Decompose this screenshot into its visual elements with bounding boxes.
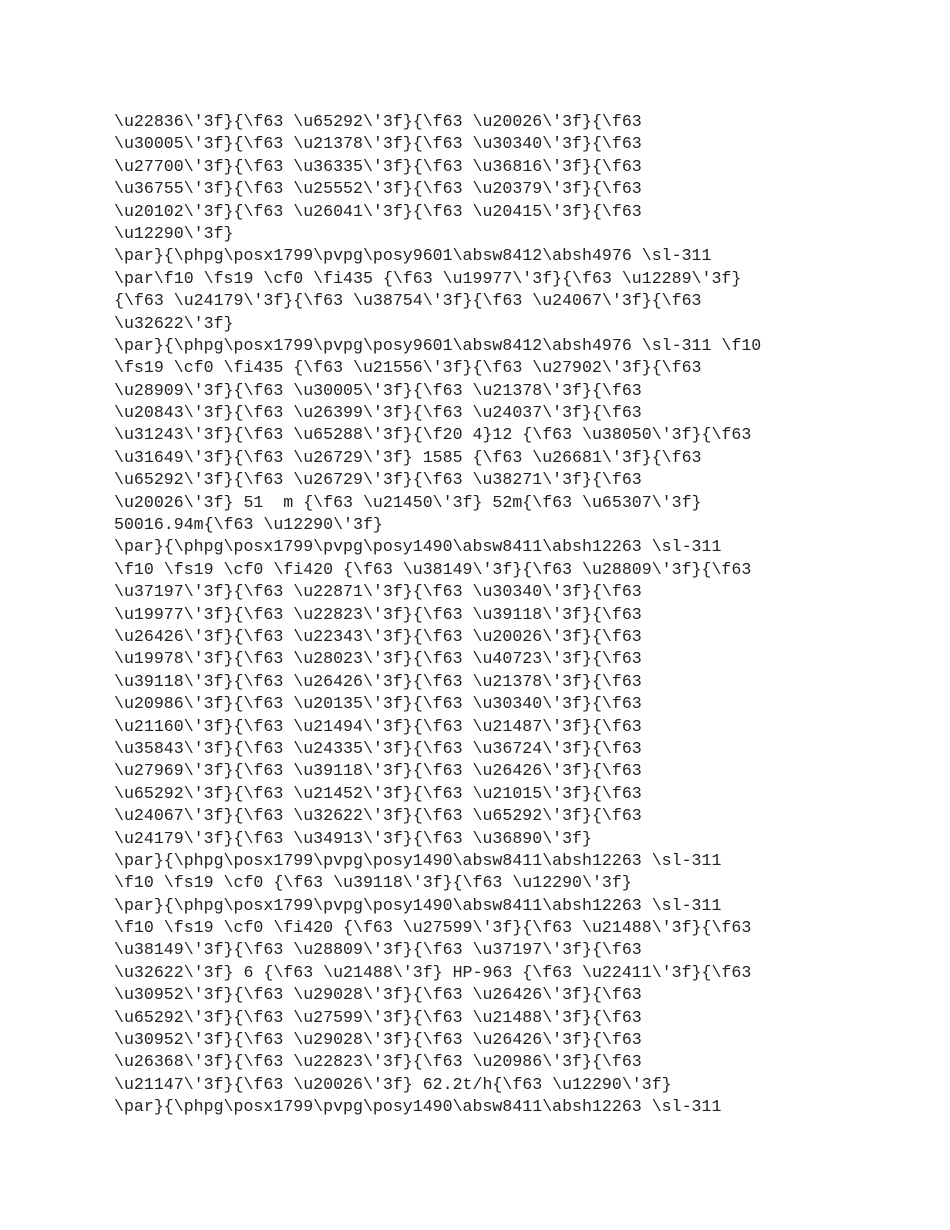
text-line: \u20986\'3f}{\f63 \u20135\'3f}{\f63 \u30340\'3f}{\f63: [114, 694, 642, 714]
text-line: \par}{\phpg\posx1799\pvpg\posy1490\absw8411\absh12263 \sl-311: [114, 537, 722, 557]
text-line: \par}{\phpg\posx1799\pvpg\posy9601\absw8412\absh4976 \sl-311: [114, 246, 712, 266]
text-line: \u27969\'3f}{\f63 \u39118\'3f}{\f63 \u26426\'3f}{\f63: [114, 761, 642, 781]
text-line: \par}{\phpg\posx1799\pvpg\posy1490\absw8411\absh12263 \sl-311: [114, 895, 722, 915]
text-line: \u37197\'3f}{\f63 \u22871\'3f}{\f63 \u30340\'3f}{\f63: [114, 582, 642, 602]
text-line: \u27700\'3f}{\f63 \u36335\'3f}{\f63 \u36816\'3f}{\f63: [114, 156, 642, 176]
text-line: \u20102\'3f}{\f63 \u26041\'3f}{\f63 \u20415\'3f}{\f63: [114, 201, 642, 221]
text-line: \par}{\phpg\posx1799\pvpg\posy1490\absw8411\absh12263 \sl-311: [114, 1097, 722, 1117]
text-line: \u30952\'3f}{\f63 \u29028\'3f}{\f63 \u26426\'3f}{\f63: [114, 985, 642, 1005]
text-line: \u65292\'3f}{\f63 \u26729\'3f}{\f63 \u38271\'3f}{\f63: [114, 470, 642, 490]
text-line: \u30952\'3f}{\f63 \u29028\'3f}{\f63 \u26426\'3f}{\f63: [114, 1030, 642, 1050]
text-line: \u24067\'3f}{\f63 \u32622\'3f}{\f63 \u65292\'3f}{\f63: [114, 806, 642, 826]
text-line: \u35843\'3f}{\f63 \u24335\'3f}{\f63 \u36724\'3f}{\f63: [114, 738, 642, 758]
text-line: \u32622\'3f} 6 {\f63 \u21488\'3f} HP-963 {\f63 \u22411\'3f}{\f63: [114, 962, 752, 982]
text-line: \u26426\'3f}{\f63 \u22343\'3f}{\f63 \u20026\'3f}{\f63: [114, 626, 642, 646]
text-line: \u20026\'3f} 51 m {\f63 \u21450\'3f} 52m{\f63 \u65307\'3f}: [114, 492, 702, 512]
text-line: \u21160\'3f}{\f63 \u21494\'3f}{\f63 \u21487\'3f}{\f63: [114, 716, 642, 736]
text-line: \u38149\'3f}{\f63 \u28809\'3f}{\f63 \u37197\'3f}{\f63: [114, 940, 642, 960]
text-line: \f10 \fs19 \cf0 \fi420 {\f63 \u27599\'3f}{\f63 \u21488\'3f}{\f63: [114, 918, 752, 938]
rtf-source-text: [114, 111, 934, 1119]
text-line: \u36755\'3f}{\f63 \u25552\'3f}{\f63 \u20379\'3f}{\f63: [114, 179, 642, 199]
text-line: \f10 \fs19 \cf0 {\f63 \u39118\'3f}{\f63 \u12290\'3f}: [114, 873, 632, 893]
text-line: \u32622\'3f}: [114, 313, 234, 333]
text-line: \f10 \fs19 \cf0 \fi420 {\f63 \u38149\'3f}{\f63 \u28809\'3f}{\f63: [114, 559, 752, 579]
text-line: {\f63 \u24179\'3f}{\f63 \u38754\'3f}{\f63 \u24067\'3f}{\f63: [114, 291, 702, 311]
text-line: \u20843\'3f}{\f63 \u26399\'3f}{\f63 \u24037\'3f}{\f63: [114, 403, 642, 423]
text-line: \u26368\'3f}{\f63 \u22823\'3f}{\f63 \u20986\'3f}{\f63: [114, 1052, 642, 1072]
text-line: \u39118\'3f}{\f63 \u26426\'3f}{\f63 \u21378\'3f}{\f63: [114, 671, 642, 691]
text-line: \par\f10 \fs19 \cf0 \fi435 {\f63 \u19977\'3f}{\f63 \u12289\'3f}: [114, 268, 742, 288]
text-line: \u22836\'3f}{\f63 \u65292\'3f}{\f63 \u20026\'3f}{\f63: [114, 112, 642, 131]
text-line: 50016.94m{\f63 \u12290\'3f}: [114, 515, 383, 535]
text-line: \fs19 \cf0 \fi435 {\f63 \u21556\'3f}{\f63 \u27902\'3f}{\f63: [114, 358, 702, 378]
text-line: \par}{\phpg\posx1799\pvpg\posy1490\absw8411\absh12263 \sl-311: [114, 850, 722, 870]
text-line: \u12290\'3f}: [114, 223, 234, 243]
text-line: \u24179\'3f}{\f63 \u34913\'3f}{\f63 \u36890\'3f}: [114, 828, 592, 848]
text-line: \u19977\'3f}{\f63 \u22823\'3f}{\f63 \u39118\'3f}{\f63: [114, 604, 642, 624]
text-line: \u28909\'3f}{\f63 \u30005\'3f}{\f63 \u21378\'3f}{\f63: [114, 380, 642, 400]
text-line: \u31243\'3f}{\f63 \u65288\'3f}{\f20 4}12 {\f63 \u38050\'3f}{\f63: [114, 425, 752, 445]
text-line: \u21147\'3f}{\f63 \u20026\'3f} 62.2t/h{\f63 \u12290\'3f}: [114, 1074, 672, 1094]
text-line: \u65292\'3f}{\f63 \u21452\'3f}{\f63 \u21015\'3f}{\f63: [114, 783, 642, 803]
text-line: \u19978\'3f}{\f63 \u28023\'3f}{\f63 \u40723\'3f}{\f63: [114, 649, 642, 669]
text-line: \u31649\'3f}{\f63 \u26729\'3f} 1585 {\f63 \u26681\'3f}{\f63: [114, 447, 702, 467]
text-line: \u65292\'3f}{\f63 \u27599\'3f}{\f63 \u21488\'3f}{\f63: [114, 1007, 642, 1027]
text-line: \u30005\'3f}{\f63 \u21378\'3f}{\f63 \u30340\'3f}{\f63: [114, 134, 642, 154]
text-line: \par}{\phpg\posx1799\pvpg\posy9601\absw8412\absh4976 \sl-311 \f10: [114, 335, 762, 355]
